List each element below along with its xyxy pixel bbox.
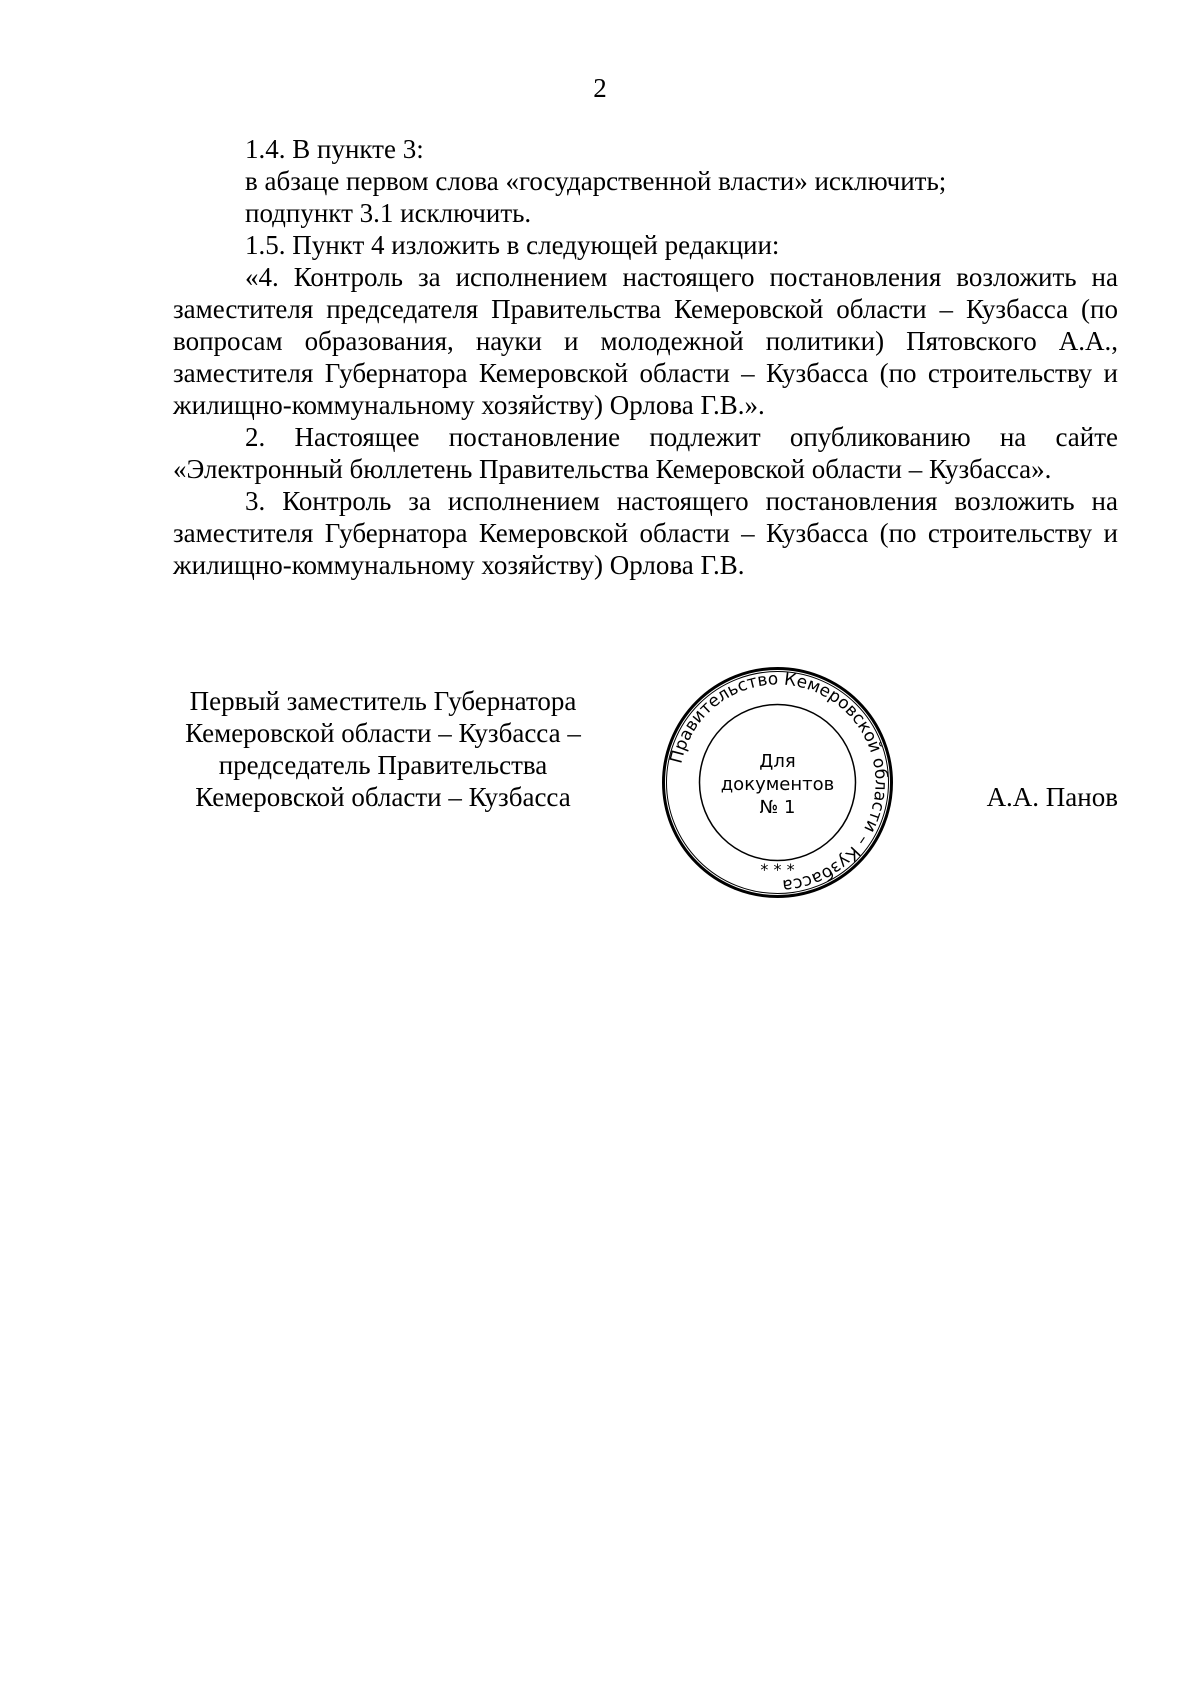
signature-title-line-2: Кемеровской области – Кузбасса – bbox=[185, 718, 581, 748]
seal-stars: * * * bbox=[760, 860, 795, 879]
official-seal bbox=[660, 665, 895, 900]
paragraph-abzac: в абзаце первом слова «государственной власти» исключить; bbox=[245, 166, 947, 196]
signer-name: А.А. Панов bbox=[986, 782, 1118, 812]
paragraph-1-4: 1.4. В пункте 3: bbox=[245, 134, 424, 164]
seal-ring-text: Правительство Кемеровской области – Кузбасса bbox=[666, 669, 891, 896]
signature-title-line-4: Кемеровской области – Кузбасса bbox=[195, 782, 571, 812]
seal-center-line-2: документов bbox=[720, 774, 835, 795]
paragraph-quote-4: «4. Контроль за исполнением настоящего постановления возложить на заместителя председателя Правительства Кемеровской области – Кузбасса (по вопросам образования, науки и молодежной политики) Пятовского А.А., заместителя Губернатора Кемеровской области – Кузбасса (по строительству и жилищно-коммунальному хозяйству) Орлова Г.В.». bbox=[173, 262, 1118, 420]
seal-center-line-3: № 1 bbox=[759, 797, 796, 818]
signature-title-line-3: председатель Правительства bbox=[218, 750, 548, 780]
signature-title bbox=[163, 685, 603, 813]
paragraph-podpunkt: подпункт 3.1 исключить. bbox=[245, 198, 532, 228]
page-number: 2 bbox=[593, 73, 607, 103]
paragraph-3: 3. Контроль за исполнением настоящего постановления возложить на заместителя Губернатора Кемеровской области – Кузбасса (по строительству и жилищно-коммунальному хозяйству) Орлова Г.В. bbox=[173, 486, 1118, 580]
signature-title-line-1: Первый заместитель Губернатора bbox=[189, 686, 577, 716]
paragraph-2: 2. Настоящее постановление подлежит опубликованию на сайте «Электронный бюллетень Правительства Кемеровской области – Кузбасса». bbox=[173, 422, 1118, 484]
seal-center-line-1: Для bbox=[759, 751, 796, 772]
document-body bbox=[173, 133, 1118, 581]
paragraph-1-5: 1.5. Пункт 4 изложить в следующей редакции: bbox=[245, 230, 780, 260]
